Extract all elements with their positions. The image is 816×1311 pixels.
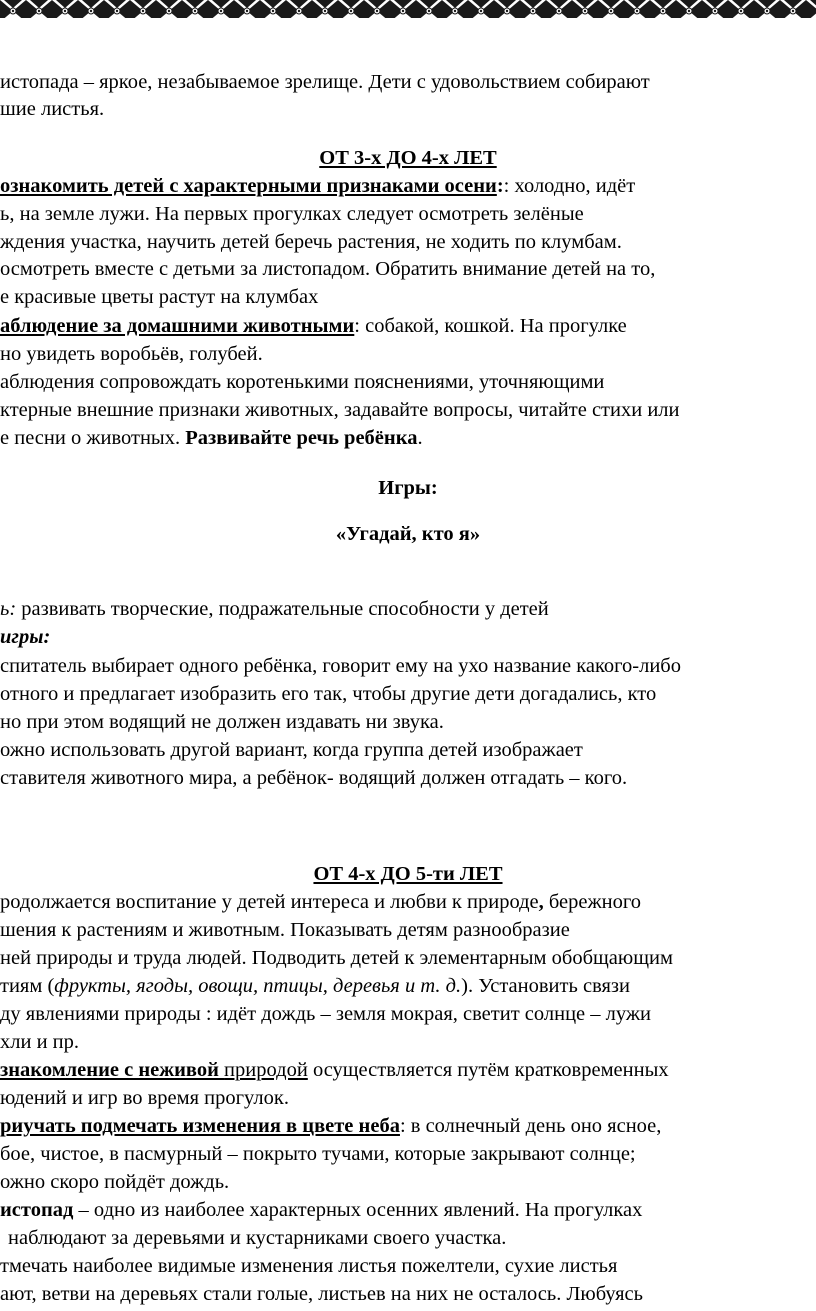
text-run: – одно из наиболее характерных осенних явлений. На прогулках (73, 1199, 643, 1221)
bold-comma: , (538, 891, 544, 913)
text-run: бережного (543, 891, 642, 913)
text-run: : в солнечный день оно ясное, (399, 1115, 662, 1137)
bold-phrase: знакомление с неживой (0, 1059, 225, 1081)
games-heading: Игры: (378, 477, 438, 499)
paragraph-line: ней природы и труда людей. Подводить детей к элементарным обобщающим (0, 947, 673, 969)
text-run: ). Установить связи (461, 975, 630, 997)
text-run: развивать творческие, подражательные способности у детей (16, 598, 549, 620)
paragraph-line (0, 1197, 642, 1224)
paragraph-line: шения к растениям и животным. Показывать детям разнообразие (0, 919, 570, 941)
paragraph-line: шие листья. (0, 98, 105, 120)
paragraph-line: е красивые цветы растут на клумбах (0, 286, 319, 308)
text-run: е песни о животных. (0, 427, 186, 449)
paragraph-line: но при этом водящий не должен издавать ни звука. (0, 711, 444, 733)
paragraph-line: ду явлениями природы : идёт дождь – земля мокрая, светит солнце – лужи (0, 1003, 651, 1025)
paragraph-line: ставителя животного мира, а ребёнок- водящий должен отгадать – кого. (0, 767, 628, 789)
paragraph-line: осмотреть вместе с детьми за листопадом. Обратить внимание детей на то, (0, 258, 656, 280)
text-run: родолжается воспитание у детей интереса и любви к природе (0, 891, 539, 913)
paragraph-line: отного и предлагает изобразить его так, чтобы другие дети догадались, кто (0, 683, 657, 705)
section-heading-3-4: ОТ 3-х ДО 4-х ЛЕТ (319, 147, 497, 169)
paragraph-line (0, 973, 630, 1000)
paragraph-line: хли и пр. (0, 1031, 80, 1053)
paragraph-line (0, 1113, 661, 1140)
text-run: : собакой, кошкой. На прогулке (354, 315, 627, 337)
text-run: . (417, 427, 423, 449)
section-heading-4-5: ОТ 4-х ДО 5-ти ЛЕТ (313, 863, 503, 885)
goal-label: ь: (0, 598, 17, 620)
bold-colon: : (496, 175, 504, 197)
paragraph-line (0, 313, 627, 340)
text-run: осуществляется путём кратковременных (307, 1059, 669, 1081)
paragraph-line: спитатель выбирает одного ребёнка, говорит ему на ухо название какого-либо (0, 655, 681, 677)
underlined-word: природой (224, 1059, 308, 1081)
paragraph-line: бое, чистое, в пасмурный – покрыто тучами, которые закрывают солнце; (0, 1143, 636, 1165)
bold-phrase: риучать подмечать изменения в цвете неба (0, 1115, 400, 1137)
paragraph-line: аблюдения сопровождать коротенькими пояснениями, уточняющими (0, 371, 605, 393)
paragraph-line: истопада – яркое, незабываемое зрелище. Дети с удовольствием собирают (0, 71, 650, 93)
paragraph-line: ждения участка, научить детей беречь растения, не ходить по клумбам. (0, 231, 622, 253)
game-title: «Угадай, кто я» (335, 523, 481, 545)
paragraph-line (0, 889, 641, 916)
bold-phrase: истопад (0, 1199, 74, 1221)
bold-phrase: Развивайте речь ребёнка (185, 427, 418, 449)
paragraph-line: ают, ветви на деревьях стали голые, листьев на них не осталось. Любуясь (0, 1283, 643, 1305)
paragraph-line: наблюдают за деревьями и кустарниками своего участка. (8, 1227, 507, 1249)
paragraph-line: но увидеть воробьёв, голубей. (0, 343, 263, 365)
text-run: тиям ( (0, 975, 55, 997)
paragraph-line: ь, на земле лужи. На первых прогулках следует осмотреть зелёные (0, 203, 584, 225)
paragraph-line (0, 425, 423, 452)
paragraph-line (0, 596, 549, 623)
paragraph-line: юдений и игр во время прогулок. (0, 1087, 289, 1109)
paragraph-line: ожно использовать другой вариант, когда группа детей изображает (0, 739, 583, 761)
bold-phrase: ознакомить детей с характерными признаками осени (0, 175, 497, 197)
italic-list: фрукты, ягоды, овощи, птицы, деревья и т. д. (54, 975, 462, 997)
bold-phrase: аблюдение за домашними животными (0, 315, 355, 337)
paragraph-line (0, 1057, 669, 1084)
paragraph-line: ктерные внешние признаки животных, задавайте вопросы, читайте стихи или (0, 399, 680, 421)
paragraph-line: ожно скоро пойдёт дождь. (0, 1171, 230, 1193)
paragraph-line (0, 173, 635, 200)
paragraph-line: тмечать наиболее видимые изменения листья пожелтели, сухие листья (0, 1255, 618, 1277)
text-run: : холодно, идёт (503, 175, 636, 197)
rules-label: игры: (0, 626, 51, 648)
